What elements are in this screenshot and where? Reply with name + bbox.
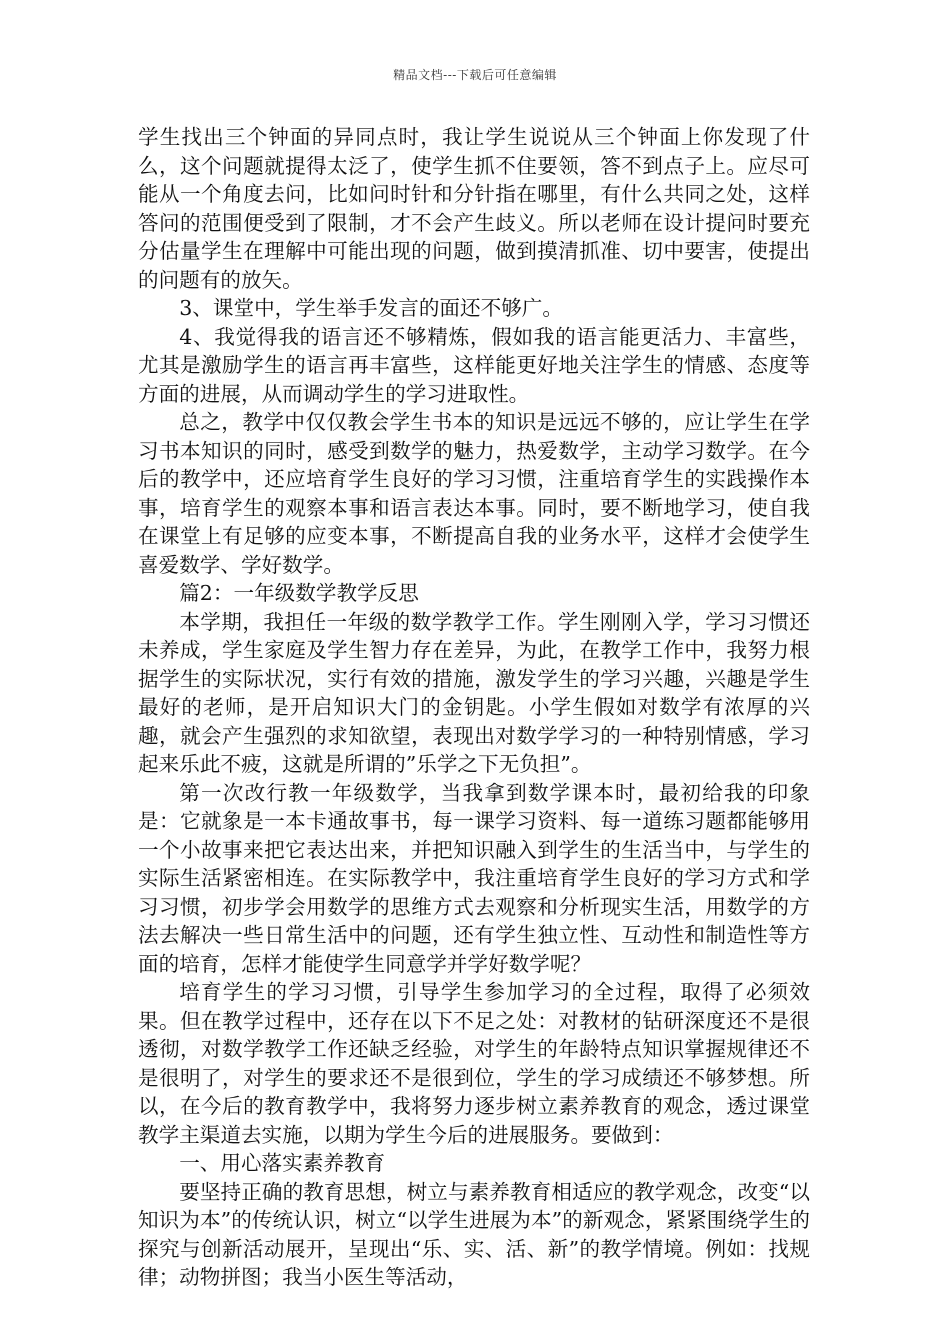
- document-body: [138, 123, 810, 1292]
- paragraph: 3、课堂中，学生举手发言的面还不够广。: [179, 296, 563, 320]
- paragraph: 本学期，我担任一年级的数学教学工作。学生刚刚入学，学习习惯还未养成，学生家庭及学生智力存在差异，为此，在教学工作中，我努力根据学生的实际状况，实行有效的措施，激发学生的学习兴趣，兴趣是学生最好的老师，是开启知识大门的金钥匙。小学生假如对数学有浓厚的兴趣，就会产生强烈的求知欲望，表现出对数学学习的一种特别情感，学习起来乐此不疲，这就是所谓的”乐学之下无负担”。: [138, 609, 810, 776]
- page-header: 精品文档---下载后可任意编辑: [393, 68, 557, 82]
- paragraph: 要坚持正确的教育思想，树立与素养教育相适应的教学观念，改变“以知识为本”的传统认识，树立“以学生进展为本”的新观念，紧紧围绕学生的探究与创新活动展开，呈现出“乐、实、活、新”的教学情境。例如：找规律；动物拼图；我当小医生等活动，: [138, 1179, 810, 1289]
- paragraph: 培育学生的学习习惯，引导学生参加学习的全过程，取得了必须效果。但在教学过程中，还存在以下不足之处：对教材的钻研深度还不是很透彻，对数学教学工作还缺乏经验，对学生的年龄特点知识掌握规律还不是很明了，对学生的要求还不是很到位，学生的学习成绩还不够梦想。所以，在今后的教育教学中，我将努力逐步树立素养教育的观念，透过课堂教学主渠道去实施，以期为学生今后的进展服务。要做到：: [138, 980, 810, 1147]
- paragraph: 4、我觉得我的语言还不够精炼，假如我的语言能更活力、丰富些，尤其是激励学生的语言再丰富些，这样能更好地关注学生的情感、态度等方面的进展，从而调动学生的学习进取性。: [138, 324, 810, 406]
- paragraph: 总之，教学中仅仅教会学生书本的知识是远远不够的，应让学生在学习书本知识的同时，感受到数学的魅力，热爱数学，主动学习数学。在今后的教学中，还应培育学生良好的学习习惯，注重培育学生的实践操作本事，培育学生的观察本事和语言表达本事。同时，要不断地学习，使自我在课堂上有足够的应变本事，不断提高自我的业务水平，这样才会使学生喜爱数学、学好数学。: [138, 410, 810, 577]
- paragraph: 第一次改行教一年级数学，当我拿到数学课本时，最初给我的印象是：它就象是一本卡通故事书，每一课学习资料、每一道练习题都能够用一个小故事来把它表达出来，并把知识融入到学生的生活当中，与学生的实际生活紧密相连。在实际教学中，我注重培育学生良好的学习方式和学习习惯，初步学会用数学的思维方式去观察和分析现实生活，用数学的方法去解决一些日常生活中的问题，还有学生独立性、互动性和制造性等方面的培育，怎样才能使学生同意学并学好数学呢？: [138, 780, 810, 976]
- section-heading: 篇2：一年级数学教学反思: [179, 581, 419, 605]
- paragraph: 学生找出三个钟面的异同点时，我让学生说说从三个钟面上你发现了什么，这个问题就提得太泛了，使学生抓不住要领，答不到点子上。应尽可能从一个角度去问，比如问时针和分针指在哪里，有什么共同之处，这样答问的范围便受到了限制，才不会产生歧义。所以老师在设计提问时要充分估量学生在理解中可能出现的问题，做到摸清抓准、切中要害，使提出的问题有的放矢。: [138, 125, 810, 292]
- section-heading: 一、用心落实素养教育: [179, 1151, 386, 1175]
